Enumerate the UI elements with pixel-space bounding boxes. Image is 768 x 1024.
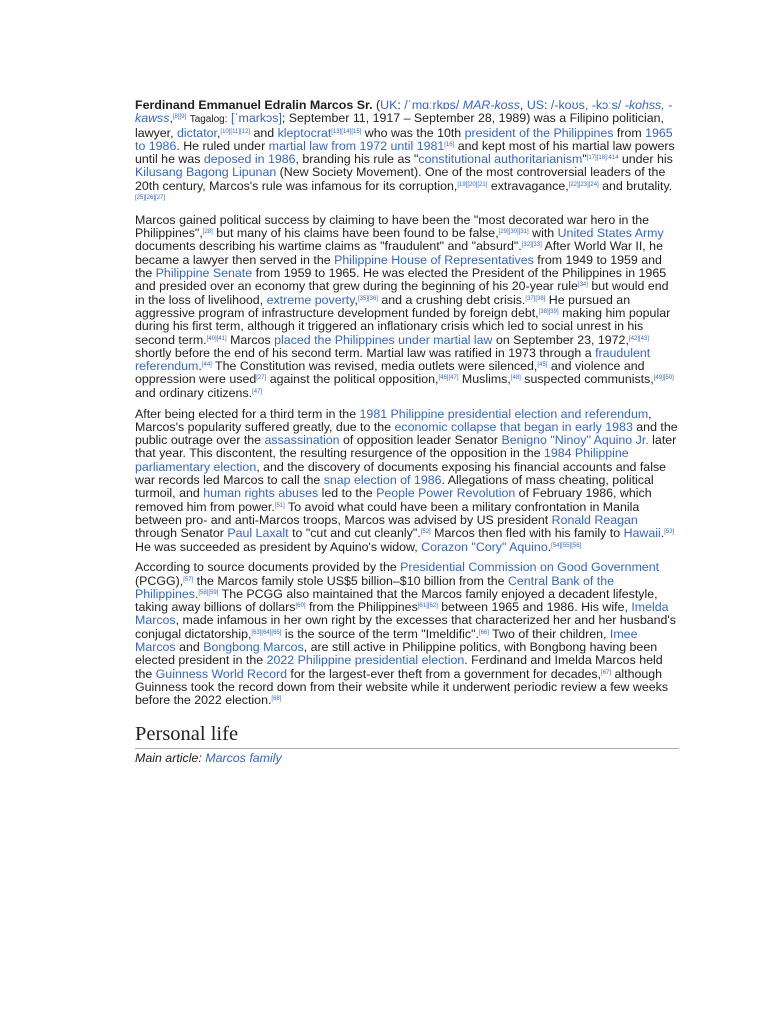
text-run: through Senator [135,526,228,541]
citation-ref[interactable]: [42][43] [628,335,649,342]
article-link[interactable]: kleptocrat [277,125,332,140]
article-link[interactable]: Ronald Reagan [551,512,638,527]
citation-ref[interactable]: [38][39] [538,308,559,315]
text-run: later that year. This discontent, the resulting resurgence of the opposition in the [135,433,677,461]
article-paragraph [135,214,679,400]
article-link[interactable]: human rights abuses [203,486,319,501]
citation-ref[interactable]: [48] [510,375,521,382]
article-link[interactable]: 2022 Philippine presidential election [266,653,465,668]
lead-section [135,99,679,708]
text-run: the Marcos family stole US$5 billion–$10 billion from the [193,573,508,588]
text-run: ; September 11, 1917 – September 28, 1989) was a Filipino politician, lawyer, [135,111,664,140]
article-link[interactable]: fraudulent referendum [135,345,651,374]
article-link[interactable]: Philippine House of Representatives [334,252,534,267]
citation-ref[interactable]: [63][64][65] [251,629,282,636]
article-link[interactable]: Imee Marcos [135,626,638,655]
article-link[interactable]: Corazon "Cory" Aquino [421,539,548,554]
text-run: on September 23, 1972, [492,332,629,347]
text-run: with [528,226,558,241]
article-link[interactable]: Bongbong Marcos [203,640,304,655]
section-heading: Personal life [135,722,679,749]
text-run: According to source documents provided by the [135,560,401,575]
citation-ref[interactable]: [51] [274,502,285,509]
article-link[interactable]: Hawaii [623,526,661,541]
article-link[interactable]: 1981 Philippine presidential election and referendum [359,406,649,421]
text-run: Marcos then fled with his family to [430,526,624,541]
text-run: . [547,539,552,554]
citation-ref[interactable]: [25][26][27] [135,195,166,202]
citation-ref[interactable]: [22][23][24] [568,181,599,188]
language-label: Tagalog: [189,114,228,126]
citation-ref[interactable]: [54][55][56] [551,542,582,549]
article-link[interactable]: Imelda Marcos [135,600,669,628]
citation-ref[interactable]: [32][33] [521,242,542,249]
citation-ref[interactable]: [49][50] [653,375,674,382]
article-link[interactable]: /ˈmɑːrkɒs/ [404,98,460,112]
text-run: Two of their children, [488,626,610,641]
text-run: and ordinary citizens. [135,385,253,400]
text-run: between 1965 and 1986. His wife, [437,600,632,615]
text-run: The PCGG also maintained that the Marcos family enjoyed a decadent lifestyle, taking away billions of dollars [135,586,658,615]
article-link[interactable]: president of the Philippines [464,125,614,140]
article-link[interactable]: Benigno "Ninoy" Aquino Jr. [501,433,649,448]
text-run: , are still active in Philippine politics, with Bongbong having been elected president in the [135,640,658,668]
citation-ref[interactable]: [68] [271,696,282,703]
hatnote-prefix: Main article: [135,750,206,765]
text-run: suspected communists, [520,372,654,387]
article-link[interactable]: assassination [264,433,340,448]
text-run: but many of his claims have been found to be false, [212,226,499,241]
text-run: is the source of the term "Imeldific". [281,626,479,641]
text-run: ( [372,98,381,112]
text-run: . Ferdinand and Imelda Marcos held the [135,653,663,681]
text-run: , [354,292,358,307]
text-run: and the public outrage over the [135,419,678,448]
text-run: shortly before the end of his second term. Martial law was ratified in 1973 through a [135,345,596,360]
citation-ref[interactable]: [27] [256,375,267,382]
text-run: and brutality. [598,178,673,193]
text-run: documents describing his wartime claims as "fraudulent" and "absurd". [135,239,522,254]
text-run: from 1959 to 1965. He was elected the President of the Philippines in 1965 and presided over an economy that grew during the beginning of his 20-year rule [135,266,667,294]
article-link[interactable]: dictator [177,125,217,140]
article-link[interactable]: Philippine Senate [155,266,253,281]
citation-ref[interactable]: [53] [664,529,675,536]
text-run: (PCGG), [135,573,184,588]
citation-ref[interactable]: [61][62] [417,603,438,610]
text-run: : [397,98,405,112]
text-run: After World War II, he became a lawyer then served in the [135,239,663,267]
text-run: but would end in the loss of livelihood, [135,279,669,307]
text-run: . [660,526,665,541]
text-run: " [582,152,587,167]
text-run: . Allegations of mass cheating, political turmoil, and [135,473,654,501]
citation-ref[interactable]: [58][59] [198,589,219,596]
citation-ref[interactable]: [35][36] [357,295,378,302]
text-run: from [613,125,646,140]
text-run: led to the [318,486,377,501]
citation-ref[interactable]: [28] [202,229,213,236]
citation-ref[interactable]: [40][41] [206,335,227,342]
article-link[interactable]: 1965 to 1986 [135,125,673,153]
text-run: and violence and oppression were used [135,359,645,387]
citation-ref[interactable]: [8][9] [172,114,187,121]
text-run: , [519,98,527,112]
article-link[interactable]: Paul Laxalt [227,526,289,541]
text-run: . [198,359,202,374]
article-body [135,99,679,765]
citation-ref[interactable]: [37][38] [525,295,546,302]
article-link[interactable]: Guinness World Record [155,666,287,681]
text-run: , [169,111,173,126]
text-run: who was the 10th [361,125,465,140]
article-link[interactable]: UK [380,98,398,112]
text-run: , made infamous in her own right by the excesses that characterized her and her husband's conjugal dictatorship, [135,613,676,641]
article-link[interactable]: snap election of 1986 [323,473,442,488]
text-run: although Guinness took the record down from their website while it underwent periodic review a few weeks before the 2022 election. [135,666,669,708]
text-run: . [194,586,199,601]
text-run: , and the discovery of documents exposing his financial accounts and false war records led Marcos to call the [135,459,667,488]
article-link[interactable]: -kohss, -kawss [135,98,673,126]
citation-ref[interactable]: [66] [478,629,489,636]
text-run: He pursued an aggressive program of infrastructure development funded by foreign debt, [135,292,631,320]
text-run: of opposition leader Senator [339,433,502,448]
citation-ref[interactable]: [17][18]:414 [586,155,619,162]
article-paragraph [135,408,679,554]
article-link[interactable]: economic collapse that began in early 1983 [394,419,633,434]
text-run: (New Society Movement). One of the most controversial leaders of the 20th century, Marcos's rule was infamous for its corruption, [135,165,666,193]
citation-ref[interactable]: [45] [537,362,548,369]
text-run: , Marcos's popularity suffered greatly, due to the [135,406,652,434]
text-run: : [544,98,551,112]
citation-ref[interactable]: [19][20][21] [457,181,488,188]
citation-ref[interactable]: [34] [577,282,588,289]
text-run: from the Philippines [305,600,418,615]
article-link[interactable]: United States Army [557,226,664,241]
citation-ref[interactable]: [57] [183,576,194,583]
citation-ref[interactable]: [60] [295,603,306,610]
text-run: to "cut and cut cleanly". [288,526,421,541]
article-link[interactable]: Central Bank of the Philippines [135,573,615,601]
citation-ref[interactable]: [46][47] [438,375,459,382]
citation-ref[interactable]: [16] [444,141,455,148]
text-run: and a crushing debt crisis. [377,292,526,307]
text-run: and [175,640,204,655]
text-run: for the largest-ever theft from a government for decades, [286,666,602,681]
article-link[interactable]: /-koʊs, -kɔːs/ [550,98,622,112]
text-run: extravagance, [487,178,569,193]
citation-ref[interactable]: [67] [601,669,612,676]
text-run: The Constitution was revised, media outlets were silenced, [211,359,538,374]
text-run: of February 1986, which removed him from power. [135,486,652,514]
text-run: making him popular during his first term, although it triggered an inflationary crisis which led to social unrest in his second term. [135,305,671,347]
citation-ref[interactable]: [13][14][15] [331,128,362,135]
article-paragraph [135,99,679,206]
text-run: , [216,125,221,140]
text-run: against the political opposition, [266,372,439,387]
article-link[interactable]: MAR-koss [462,98,520,112]
text-run: Marcos gained political success by claiming to have been the "most decorated war hero in the Philippines", [135,212,650,241]
article-subject-name: Ferdinand Emmanuel Edralin Marcos Sr. [135,98,373,112]
article-link[interactable]: placed the Philippines under martial law [274,332,493,347]
article-link[interactable]: deposed in 1986 [203,152,296,167]
hatnote-link-marcos-family[interactable]: Marcos family [205,750,282,765]
text-run: To avoid what could have been a military confrontation in Manila between pro- and anti-Marcos troops, Marcos was advised by US president [135,499,640,527]
text-run: . He ruled under [176,138,269,153]
citation-ref[interactable]: [44] [201,362,212,369]
article-link[interactable]: US [526,98,545,112]
article-paragraph [135,561,679,707]
text-run: , branding his rule as " [295,152,419,167]
text-run: Marcos [226,332,275,347]
citation-ref[interactable]: [52] [420,529,431,536]
text-run: After being elected for a third term in the [135,406,360,421]
article-link[interactable]: 1984 Philippine parliamentary election [135,446,629,474]
citation-ref[interactable]: [29][30][31] [498,229,529,236]
article-link[interactable]: constitutional authoritarianism [418,152,583,167]
text-run: under his [618,152,673,167]
citation-ref[interactable]: [47] [252,388,263,395]
article-link[interactable]: martial law from 1972 until 1981 [268,138,445,153]
text-run: He was succeeded as president by Aquino's widow, [135,539,422,554]
article-link[interactable]: Kilusang Bagong Lipunan [135,165,277,180]
article-link[interactable]: People Power Revolution [376,486,516,501]
hatnote [135,752,679,765]
text-run: Muslims, [458,372,511,387]
text-run: from 1949 to 1959 and the [135,252,662,281]
article-link[interactable]: Presidential Commission on Good Government [400,560,660,575]
article-link[interactable]: extreme poverty [266,292,355,307]
text-run: and [250,125,278,140]
text-run: and kept most of his martial law powers until he was [135,138,675,167]
article-link[interactable]: [ˈmarkɔs] [230,111,282,126]
citation-ref[interactable]: [10][11][12] [220,128,250,135]
